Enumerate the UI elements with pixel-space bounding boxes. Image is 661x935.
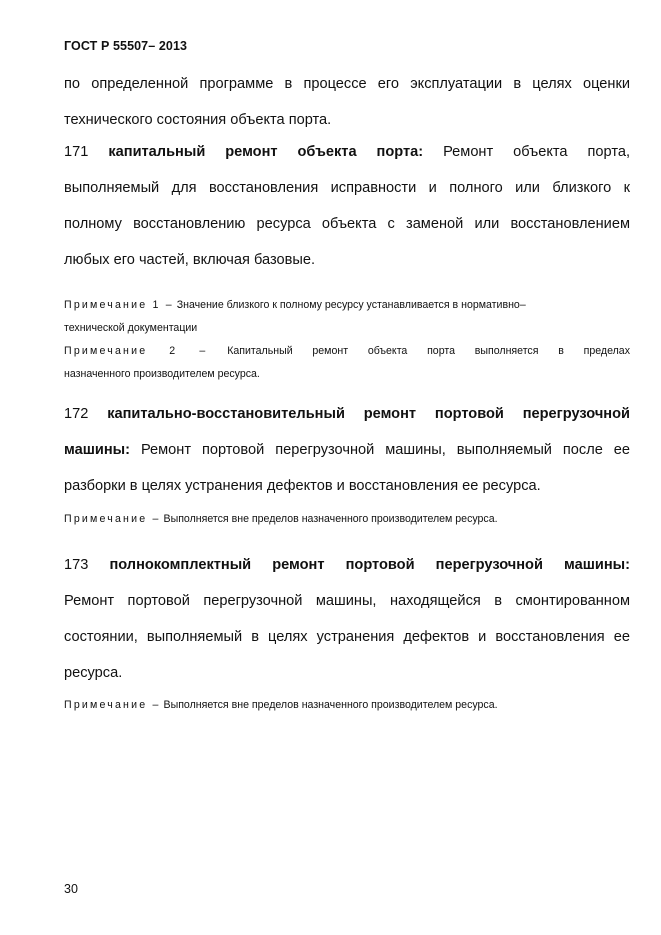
entry-172-line-1 xyxy=(64,396,630,432)
entry-173-line-3: состоянии, выполняемый в целях устранения дефектов и восстановления ее xyxy=(64,629,630,645)
entry-171-line-2: выполняемый для восстановления исправности и полного или близкого к xyxy=(64,180,630,196)
note-1-text: Значение близкого к полному ресурсу устанавливается в нормативно– xyxy=(176,299,526,311)
entry-171-definition-start: Ремонт объекта порта, xyxy=(443,144,631,160)
entry-171-note-1 xyxy=(64,294,630,340)
entry-173-note-text: Выполняется вне пределов назначенного производителем ресурса. xyxy=(163,699,498,711)
note-2-line-1 xyxy=(64,340,630,363)
entry-171-note-2 xyxy=(64,340,630,386)
note-1-label: Примечание 1 – xyxy=(64,299,174,311)
entry-172-note xyxy=(64,508,630,531)
entry-172 xyxy=(64,396,630,504)
entry-172-line-3: разборки в целях устранения дефектов и восстановления ее ресурса. xyxy=(64,478,541,494)
entry-173-line-2: Ремонт портовой перегрузочной машины, находящейся в смонтированном xyxy=(64,593,630,609)
note-2-label: Примечание 2 – xyxy=(64,345,208,357)
page-number: 30 xyxy=(64,882,78,896)
entry-171-line-1 xyxy=(64,134,630,170)
entry-171-line-3: полному восстановлению ресурса объекта с заменой или восстановлением xyxy=(64,216,630,232)
standard-header: ГОСТ Р 55507– 2013 xyxy=(64,39,188,53)
entry-172-note-label: Примечание – xyxy=(64,513,161,525)
intro-paragraph xyxy=(64,66,630,138)
entry-172-number: 172 xyxy=(64,406,89,422)
entry-171-term: капитальный ремонт объекта порта: xyxy=(108,144,424,160)
entry-171-line-4: любых его частей, включая базовые. xyxy=(64,252,316,268)
intro-line-2: технического состояния объекта порта. xyxy=(64,112,332,128)
entry-173-line-4: ресурса. xyxy=(64,665,123,681)
note-2-text: Капитальный ремонт объекта порта выполняется в пределах xyxy=(227,345,630,357)
entry-172-note-text: Выполняется вне пределов назначенного производителем ресурса. xyxy=(163,513,498,525)
note-1-line-1 xyxy=(64,294,630,317)
entry-173-note-label: Примечание – xyxy=(64,699,161,711)
note-2-line-2: назначенного производителем ресурса. xyxy=(64,368,260,380)
entry-172-term-part-2: машины: xyxy=(64,442,130,458)
entry-173-number: 173 xyxy=(64,557,89,573)
entry-172-definition-start: Ремонт портовой перегрузочной машины, выполняемый после ее xyxy=(140,442,630,458)
entry-173-line-1 xyxy=(64,547,630,583)
entry-172-note-line xyxy=(64,508,630,531)
note-1-line-2: технической документации xyxy=(64,322,198,334)
entry-172-term-part-1: капитально-восстановительный ремонт портовой перегрузочной xyxy=(107,406,630,422)
entry-171-number: 171 xyxy=(64,144,89,160)
entry-171 xyxy=(64,134,630,278)
entry-173-note xyxy=(64,694,630,717)
intro-line-1: по определенной программе в процессе его эксплуатации в целях оценки xyxy=(64,76,630,92)
entry-173-note-line xyxy=(64,694,630,717)
entry-172-line-2 xyxy=(64,432,630,468)
entry-173 xyxy=(64,547,630,691)
entry-173-term: полнокомплектный ремонт портовой перегрузочной машины: xyxy=(109,557,630,573)
